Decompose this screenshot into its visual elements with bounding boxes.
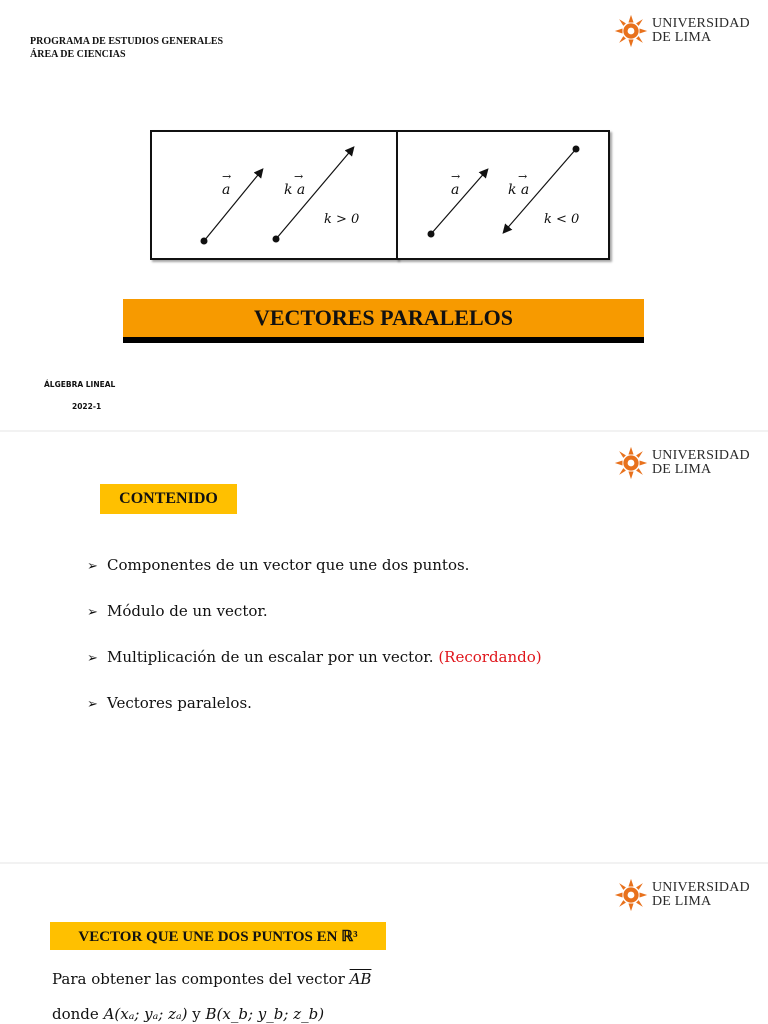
slide-vector-two-points — [0, 864, 768, 1024]
list-item: ➢ Módulo de un vector. — [87, 602, 268, 620]
bullet-arrow-icon: ➢ — [87, 651, 98, 666]
slide-contents — [0, 432, 768, 862]
antiparallel-vectors-diagram — [398, 132, 608, 258]
logo-lima-text: DE LIMA — [652, 30, 712, 45]
section-title-tag — [100, 484, 237, 514]
point-a: A(xₐ; yₐ; zₐ) — [103, 1005, 188, 1023]
sun-logo-icon — [614, 446, 648, 480]
point-b: B(x_b; y_b; z_b) — [205, 1005, 325, 1023]
figure-panel-k-positive — [150, 130, 398, 260]
section-title: VECTOR QUE UNE DOS PUNTOS EN ℝ³ — [78, 928, 358, 945]
university-logo — [614, 14, 750, 48]
label-vector-ka: → k a — [508, 170, 530, 198]
vector-arrow-icon: → — [451, 170, 461, 183]
condition-k-negative: k < 0 — [544, 212, 580, 227]
bullet-arrow-icon: ➢ — [87, 559, 98, 574]
points-line: donde A(xₐ; yₐ; zₐ) y B(x_b; y_b; z_b) — [52, 1005, 325, 1023]
logo-lima-text: DE LIMA — [652, 894, 712, 909]
vector-a — [201, 170, 263, 245]
program-name: PROGRAMA DE ESTUDIOS GENERALES — [30, 36, 224, 47]
list-item: ➢ Vectores paralelos. — [87, 694, 252, 712]
vector-arrow-icon: → — [294, 170, 304, 183]
label-vector-a: → a — [451, 170, 461, 198]
logo-university-text: UNIVERSIDAD — [652, 448, 750, 463]
slide-title — [0, 0, 768, 430]
logo-lima-text: DE LIMA — [652, 462, 712, 477]
recordando-note: (Recordando) — [438, 648, 542, 666]
label-vector-a: → a — [222, 170, 232, 198]
course-name: ÁLGEBRA LINEAL — [44, 380, 116, 389]
area-name: ÁREA DE CIENCIAS — [30, 49, 126, 60]
sun-logo-icon — [614, 14, 648, 48]
condition-k-positive: k > 0 — [324, 212, 360, 227]
intro-line: Para obtener las compontes del vector $\overline{AB}$ — [52, 970, 372, 988]
university-logo — [614, 878, 750, 912]
bullet-arrow-icon: ➢ — [87, 697, 98, 712]
slide-title-bar — [123, 299, 644, 343]
section-title: CONTENIDO — [119, 490, 218, 507]
list-item: ➢ Multiplicación de un escalar por un vector. (Recordando) — [87, 648, 542, 666]
logo-university-text: UNIVERSIDAD — [652, 16, 750, 31]
list-item: ➢ Componentes de un vector que une dos puntos. — [87, 556, 470, 574]
bullet-arrow-icon: ➢ — [87, 605, 98, 620]
vector-arrow-icon: → — [518, 170, 528, 183]
section-title-tag — [50, 922, 386, 950]
figure-panel-k-negative — [396, 130, 610, 260]
program-header — [30, 35, 223, 61]
label-vector-ka: → k a — [284, 170, 306, 198]
vector-arrow-icon: → — [222, 170, 232, 183]
slide-title: VECTORES PARALELOS — [254, 305, 513, 330]
term-label: 2022-1 — [72, 402, 102, 411]
parallel-vectors-diagram — [152, 132, 396, 258]
logo-university-text: UNIVERSIDAD — [652, 880, 750, 895]
university-logo — [614, 446, 750, 480]
vector-ab: $\overline{AB}$ — [349, 970, 372, 988]
sun-logo-icon — [614, 878, 648, 912]
